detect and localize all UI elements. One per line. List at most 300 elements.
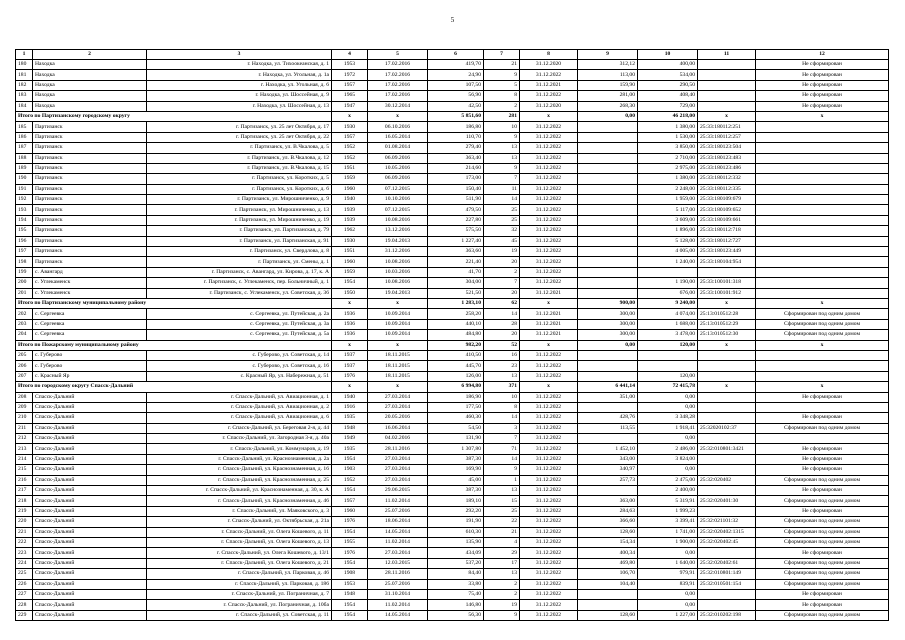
table-cell: 18.11.2015 (368, 371, 428, 381)
table-cell: г. Находка, ул. Тихоокеанская, д. 1 (147, 60, 332, 70)
table-cell: 17.02.2016 (368, 91, 428, 101)
table-cell: с. Сергеевка, ул. Путейская, д. 5а (147, 330, 332, 340)
table-cell: Спасск-Дальний (33, 506, 147, 516)
table-row (16, 330, 889, 340)
table-cell: с. Сергеевка (33, 309, 147, 319)
table-cell: с. Красный Яр (33, 371, 147, 381)
table-cell: 400,34 (578, 548, 638, 558)
table-cell: 31.12.2022 (520, 247, 578, 257)
table-row (16, 80, 889, 90)
table-cell: 41,70 (428, 267, 484, 277)
table-cell (756, 361, 889, 371)
table-cell: Не сформирован (756, 465, 889, 475)
table-cell: 17.02.2016 (368, 60, 428, 70)
table-cell: Спасск-Дальний (33, 486, 147, 496)
table-cell: 227 (16, 589, 33, 599)
table-cell: 197 (16, 247, 33, 257)
table-cell (698, 486, 756, 496)
table-cell: 19.04.2013 (368, 236, 428, 246)
table-cell: г. Спасск-Дальний, ул. Краснознаменная, д. 16 (147, 465, 332, 475)
table-cell (756, 122, 889, 132)
table-cell: 150,40 (428, 184, 484, 194)
table-cell: 31.12.2022 (520, 486, 578, 496)
table-cell (698, 506, 756, 516)
table-cell: Спасск-Дальний (33, 413, 147, 423)
table-cell: 31.12.2022 (520, 361, 578, 371)
subtotal-cell: x (332, 340, 368, 350)
table-cell: г. Партизанск, ул. Свердлова, д. 8 (147, 247, 332, 257)
table-cell: 199 (16, 267, 33, 277)
table-cell (756, 247, 889, 257)
table-cell (698, 371, 756, 381)
table-row (16, 101, 889, 111)
table-cell: 9 (484, 163, 520, 173)
table-cell: 445,70 (428, 361, 484, 371)
table-cell: 521,50 (428, 288, 484, 298)
table-cell: 107,50 (428, 80, 484, 90)
table-cell: г. Партизанск, ул. Смены, д. 1 (147, 257, 332, 267)
table-cell: 25:33:180109:661 (698, 215, 756, 225)
table-cell: 2 248,00 (638, 184, 698, 194)
table-cell: 31.12.2022 (520, 91, 578, 101)
table-cell: Партизанск (33, 163, 147, 173)
table-row (16, 236, 889, 246)
table-cell: 31.12.2021 (520, 288, 578, 298)
table-cell: 31.12.2022 (520, 278, 578, 288)
table-cell: 1 190,00 (638, 278, 698, 288)
table-cell: 3 824,00 (638, 454, 698, 464)
table-cell: 1903 (332, 465, 368, 475)
table-cell: 1930 (332, 122, 368, 132)
table-cell (698, 600, 756, 610)
table-cell: Находка (33, 70, 147, 80)
table-cell: 25:32:020402:1315 (698, 527, 756, 537)
table-cell: 24,90 (428, 70, 484, 80)
table-cell (638, 350, 698, 360)
table-cell: г. Спасск-Дальний, ул. Парковая, д. 186 (147, 579, 332, 589)
table-cell (578, 278, 638, 288)
table-cell: Находка (33, 80, 147, 90)
table-cell: г. Партизанск, ул. 25 лет Октября, д. 17 (147, 122, 332, 132)
table-cell: 0,00 (638, 548, 698, 558)
table-cell: 469,80 (578, 558, 638, 568)
table-cell: 200 (16, 278, 33, 288)
table-cell: 04.02.2016 (368, 434, 428, 444)
table-cell (698, 267, 756, 277)
table-cell: 31.12.2022 (520, 236, 578, 246)
table-cell: 300,00 (578, 309, 638, 319)
table-cell (578, 600, 638, 610)
table-cell: Сформирован под одним домом (756, 517, 889, 527)
table-row (16, 143, 889, 153)
table-cell: Спасск-Дальний (33, 444, 147, 454)
table-cell: 387,30 (428, 486, 484, 496)
table-cell (698, 101, 756, 111)
table-cell: 06.09.2016 (368, 174, 428, 184)
table-cell: 1954 (332, 486, 368, 496)
table-cell: 173,00 (428, 174, 484, 184)
table-cell: Сформирован под одним домом (756, 423, 889, 433)
table-cell: 202 (16, 309, 33, 319)
table-cell: 1936 (332, 309, 368, 319)
table-cell: 1954 (332, 454, 368, 464)
table-cell (578, 215, 638, 225)
table-cell: 169,90 (428, 465, 484, 475)
table-cell: 479,50 (428, 205, 484, 215)
table-cell: 284,63 (578, 506, 638, 516)
table-cell: 27.03.2014 (368, 402, 428, 412)
table-cell: 16 (484, 350, 520, 360)
table-cell (698, 454, 756, 464)
table-cell: Сформирован под одним домом (756, 537, 889, 547)
table-cell: 25:33:180112:335 (698, 184, 756, 194)
table-cell: 3 478,00 (638, 330, 698, 340)
table-cell: 25 (484, 215, 520, 225)
table-cell (756, 402, 889, 412)
table-cell: 13 (484, 486, 520, 496)
table-cell: 10.08.2016 (368, 257, 428, 267)
table-row (16, 122, 889, 132)
table-cell: г. Спасск-Дальний, ул. Краснознаменная, д. 46 (147, 496, 332, 506)
table-cell (756, 350, 889, 360)
table-cell: Партизанск (33, 195, 147, 205)
table-cell: Не сформирован (756, 60, 889, 70)
subtotal-row (16, 298, 889, 308)
table-cell (756, 434, 889, 444)
table-cell: 21 (484, 60, 520, 70)
table-cell: 575,50 (428, 226, 484, 236)
table-cell (578, 132, 638, 142)
table-cell: 434,09 (428, 548, 484, 558)
table-cell: Не сформирован (756, 444, 889, 454)
table-cell: 20 (484, 330, 520, 340)
table-cell: 1935 (332, 444, 368, 454)
table-cell: г. Спасск-Дальний, ул. Краснознаменная, д. 30, к. А (147, 486, 332, 496)
subtotal-cell: x (332, 298, 368, 308)
table-cell: 16.06.2014 (368, 423, 428, 433)
table-cell: 186,90 (428, 392, 484, 402)
table-cell: 25:33:100101:912 (698, 288, 756, 298)
table-cell: 25.07.2016 (368, 506, 428, 516)
table-cell: Спасск-Дальний (33, 537, 147, 547)
table-cell: 31.12.2021 (520, 80, 578, 90)
table-row (16, 506, 889, 516)
table-cell: 31.12.2022 (520, 579, 578, 589)
table-cell: г. Спасск-Дальний, ул. Коммунаров, д. 19 (147, 444, 332, 454)
table-cell: 201 (16, 288, 33, 298)
table-cell: 31.12.2022 (520, 454, 578, 464)
table-cell: 219 (16, 506, 33, 516)
table-cell: 11.02.2014 (368, 496, 428, 506)
table-cell (756, 195, 889, 205)
subtotal-cell: x (756, 111, 889, 121)
table-body (16, 50, 889, 621)
column-header: 4 (332, 50, 368, 60)
table-cell (578, 195, 638, 205)
table-cell: 1916 (332, 402, 368, 412)
table-cell: Спасск-Дальний (33, 527, 147, 537)
table-cell: г. Партизанск, с. Углекаменск, пер. Больничный, д. 1 (147, 278, 332, 288)
table-cell: 154,34 (578, 537, 638, 547)
table-cell (578, 153, 638, 163)
subtotal-cell: 0,00 (578, 340, 638, 350)
table-row (16, 163, 889, 173)
table-cell: 10.09.2014 (368, 309, 428, 319)
subtotal-cell: 9 240,00 (638, 298, 698, 308)
column-header: 8 (520, 50, 578, 60)
table-cell: г. Партизанск, с. Углекаменск, ул. Советская, д. 36 (147, 288, 332, 298)
table-cell: 191,90 (428, 517, 484, 527)
table-cell: 3 850,00 (638, 143, 698, 153)
table-cell: 106,70 (578, 569, 638, 579)
table-cell: Партизанск (33, 184, 147, 194)
table-cell: 1957 (332, 80, 368, 90)
table-cell: 1 380,00 (638, 122, 698, 132)
table-cell: 25 (484, 205, 520, 215)
table-cell: 17.02.2016 (368, 70, 428, 80)
table-cell: 216 (16, 475, 33, 485)
table-cell: Находка (33, 60, 147, 70)
table-cell: 25:33:180112:257 (698, 132, 756, 142)
subtotal-label: Итого по Партизанскому городскому округу (16, 111, 332, 121)
table-row (16, 402, 889, 412)
table-cell: 31.12.2022 (520, 226, 578, 236)
table-cell: 13 (484, 371, 520, 381)
table-cell: 3 609,00 (638, 215, 698, 225)
table-cell: г. Партизанск, ул. Партизанская, д. 79 (147, 226, 332, 236)
table-cell: 31.12.2022 (520, 548, 578, 558)
table-cell: Сформирован под одним домом (756, 309, 889, 319)
table-cell: 2 (484, 589, 520, 599)
table-cell: 281,00 (578, 91, 638, 101)
table-cell: 27.03.2014 (368, 465, 428, 475)
table-cell: 1937 (332, 361, 368, 371)
table-cell: 1960 (332, 184, 368, 194)
table-cell: 4 074,00 (638, 309, 698, 319)
table-cell: 31.12.2022 (520, 215, 578, 225)
table-cell: г. Спасск-Дальний, ул. Пограничная, д. 7 (147, 589, 332, 599)
table-cell: г. Находка, ул. Угольная, д. 6 (147, 80, 332, 90)
subtotal-cell: x (520, 340, 578, 350)
column-header: 3 (147, 50, 332, 60)
table-cell: Спасск-Дальний (33, 569, 147, 579)
subtotal-cell: x (368, 111, 428, 121)
page-number: 5 (450, 16, 455, 24)
table-row (16, 132, 889, 142)
table-cell (578, 236, 638, 246)
table-cell: 28.11.2016 (368, 569, 428, 579)
table-cell: 11.02.2014 (368, 600, 428, 610)
table-cell: 8 (484, 402, 520, 412)
table-cell (698, 60, 756, 70)
table-cell: 7 (484, 278, 520, 288)
table-cell: 340,97 (578, 465, 638, 475)
table-cell: 1 227,00 (638, 610, 698, 620)
table-cell: 217 (16, 486, 33, 496)
table-cell: 33,80 (428, 579, 484, 589)
table-cell: 180 (16, 60, 33, 70)
subtotal-cell: x (368, 382, 428, 392)
table-cell (578, 402, 638, 412)
table-cell: 460,30 (428, 413, 484, 423)
table-cell: Партизанск (33, 143, 147, 153)
table-cell: 14.05.2014 (368, 527, 428, 537)
subtotal-cell: x (698, 111, 756, 121)
table-cell: 25:33:180112:332 (698, 174, 756, 184)
table-cell: 4 005,00 (638, 247, 698, 257)
table-cell: 25:32020102:37 (698, 423, 756, 433)
table-cell: с. Сергеевка, ул. Путейская, д. 2а (147, 309, 332, 319)
table-row (16, 215, 889, 225)
table-cell: 10 (484, 392, 520, 402)
table-cell: 25:13:010512:29 (698, 319, 756, 329)
table-cell: 06.10.2016 (368, 122, 428, 132)
table-cell: 1954 (332, 278, 368, 288)
table-cell: Партизанск (33, 226, 147, 236)
table-cell: 212 (16, 434, 33, 444)
table-cell: 14 (484, 413, 520, 423)
table-cell: 182 (16, 80, 33, 90)
table-cell: Партизанск (33, 122, 147, 132)
table-row (16, 444, 889, 454)
table-cell: 45 (484, 236, 520, 246)
table-row (16, 486, 889, 496)
table-cell: 11.02.2014 (368, 537, 428, 547)
table-cell: 27.03.2014 (368, 454, 428, 464)
table-cell: 1976 (332, 371, 368, 381)
table-cell (698, 80, 756, 90)
table-cell: 0,00 (638, 434, 698, 444)
table-cell: Спасск-Дальний (33, 548, 147, 558)
table-cell: 184 (16, 101, 33, 111)
table-cell: 32 (484, 226, 520, 236)
column-header: 1 (16, 50, 33, 60)
table-cell (698, 402, 756, 412)
table-cell: 1955 (332, 537, 368, 547)
subtotal-cell: x (520, 382, 578, 392)
table-cell: Спасск-Дальний (33, 392, 147, 402)
table-cell: 214 (16, 454, 33, 464)
table-cell: 128,60 (578, 527, 638, 537)
table-cell (756, 153, 889, 163)
table-header-row (16, 50, 889, 60)
table-cell: 25:33:180112:251 (698, 122, 756, 132)
table-cell: г. Спасск-Дальний, ул. Олега Кошевого, д. 11 (147, 527, 332, 537)
table-row (16, 569, 889, 579)
table-cell: 1940 (332, 195, 368, 205)
table-cell (698, 413, 756, 423)
table-cell (578, 361, 638, 371)
subtotal-label: Итого по Пожарскому муниципальному району (16, 340, 332, 350)
table-row (16, 548, 889, 558)
table-cell: 1960 (332, 506, 368, 516)
table-cell: 25:32:010202:198 (698, 610, 756, 620)
table-cell: 159,90 (578, 80, 638, 90)
table-row (16, 247, 889, 257)
subtotal-cell: 6 994,80 (428, 382, 484, 392)
column-header: 10 (638, 50, 698, 60)
table-cell: 135,90 (428, 537, 484, 547)
table-cell: 0,00 (638, 589, 698, 599)
table-cell: 31.12.2020 (520, 101, 578, 111)
table-row (16, 527, 889, 537)
table-cell: 14 (484, 195, 520, 205)
table-cell: 1 688,00 (638, 319, 698, 329)
table-cell: 31.12.2022 (520, 434, 578, 444)
table-cell: 1952 (332, 153, 368, 163)
table-row (16, 174, 889, 184)
table-cell: Спасск-Дальний (33, 454, 147, 464)
table-cell: 13 (484, 569, 520, 579)
table-cell: 31.12.2022 (520, 122, 578, 132)
table-cell: 7 (484, 174, 520, 184)
table-cell: 2 475,00 (638, 475, 698, 485)
table-cell: г. Спасск-Дальний, ул. Краснознаменная, д. 2а (147, 454, 332, 464)
table-cell: 1951 (332, 247, 368, 257)
table-cell: 31.12.2022 (520, 610, 578, 620)
subtotal-cell: x (756, 298, 889, 308)
table-cell: 258,20 (428, 309, 484, 319)
table-cell: 183 (16, 91, 33, 101)
table-cell: 1940 (332, 392, 368, 402)
table-cell (698, 548, 756, 558)
table-cell: 31.12.2022 (520, 402, 578, 412)
table-cell: 25:33:100101:318 (698, 278, 756, 288)
table-cell: 363,00 (578, 496, 638, 506)
table-cell: 71 (484, 444, 520, 454)
table-cell: 75,40 (428, 589, 484, 599)
subtotal-cell: 0,00 (578, 111, 638, 121)
table-cell: 1976 (332, 548, 368, 558)
table-cell: 16.05.2014 (368, 132, 428, 142)
table-row (16, 589, 889, 599)
table-cell: 25:33:180123:504 (698, 143, 756, 153)
table-cell: 193 (16, 205, 33, 215)
table-cell (698, 465, 756, 475)
table-cell: Партизанск (33, 174, 147, 184)
table-row (16, 153, 889, 163)
table-cell: 484,80 (428, 330, 484, 340)
table-cell (578, 267, 638, 277)
table-cell: 0,00 (638, 402, 698, 412)
table-cell: 25:13:010512:30 (698, 330, 756, 340)
table-cell: Спасск-Дальний (33, 558, 147, 568)
table-cell: г. Партизанск, ул. Мирошниченко, д. 9 (147, 195, 332, 205)
table-cell: 10 (484, 122, 520, 132)
subtotal-cell: 72 415,78 (638, 382, 698, 392)
table-cell: 14.05.2014 (368, 610, 428, 620)
table-cell: 31.12.2022 (520, 600, 578, 610)
table-cell: 1 530,00 (638, 132, 698, 142)
table-cell: 42,50 (428, 101, 484, 111)
table-cell: г. Партизанск, ул. Мирошниченко, д. 19 (147, 215, 332, 225)
table-cell: с. Сергеевка (33, 330, 147, 340)
table-cell: 31.12.2022 (520, 475, 578, 485)
table-cell: 400,00 (638, 60, 698, 70)
table-cell: Не сформирован (756, 486, 889, 496)
table-cell: с. Губерово (33, 361, 147, 371)
table-cell: 17.02.2016 (368, 80, 428, 90)
table-cell: 18.11.2015 (368, 361, 428, 371)
table-cell: 54,50 (428, 423, 484, 433)
table-cell: 1953 (332, 60, 368, 70)
table-cell: 10.09.2014 (368, 319, 428, 329)
table-cell: 01.08.2014 (368, 143, 428, 153)
table-cell: 198 (16, 257, 33, 267)
table-cell: 25:32:010801:3421 (698, 444, 756, 454)
table-row (16, 600, 889, 610)
table-cell: 3 (484, 423, 520, 433)
